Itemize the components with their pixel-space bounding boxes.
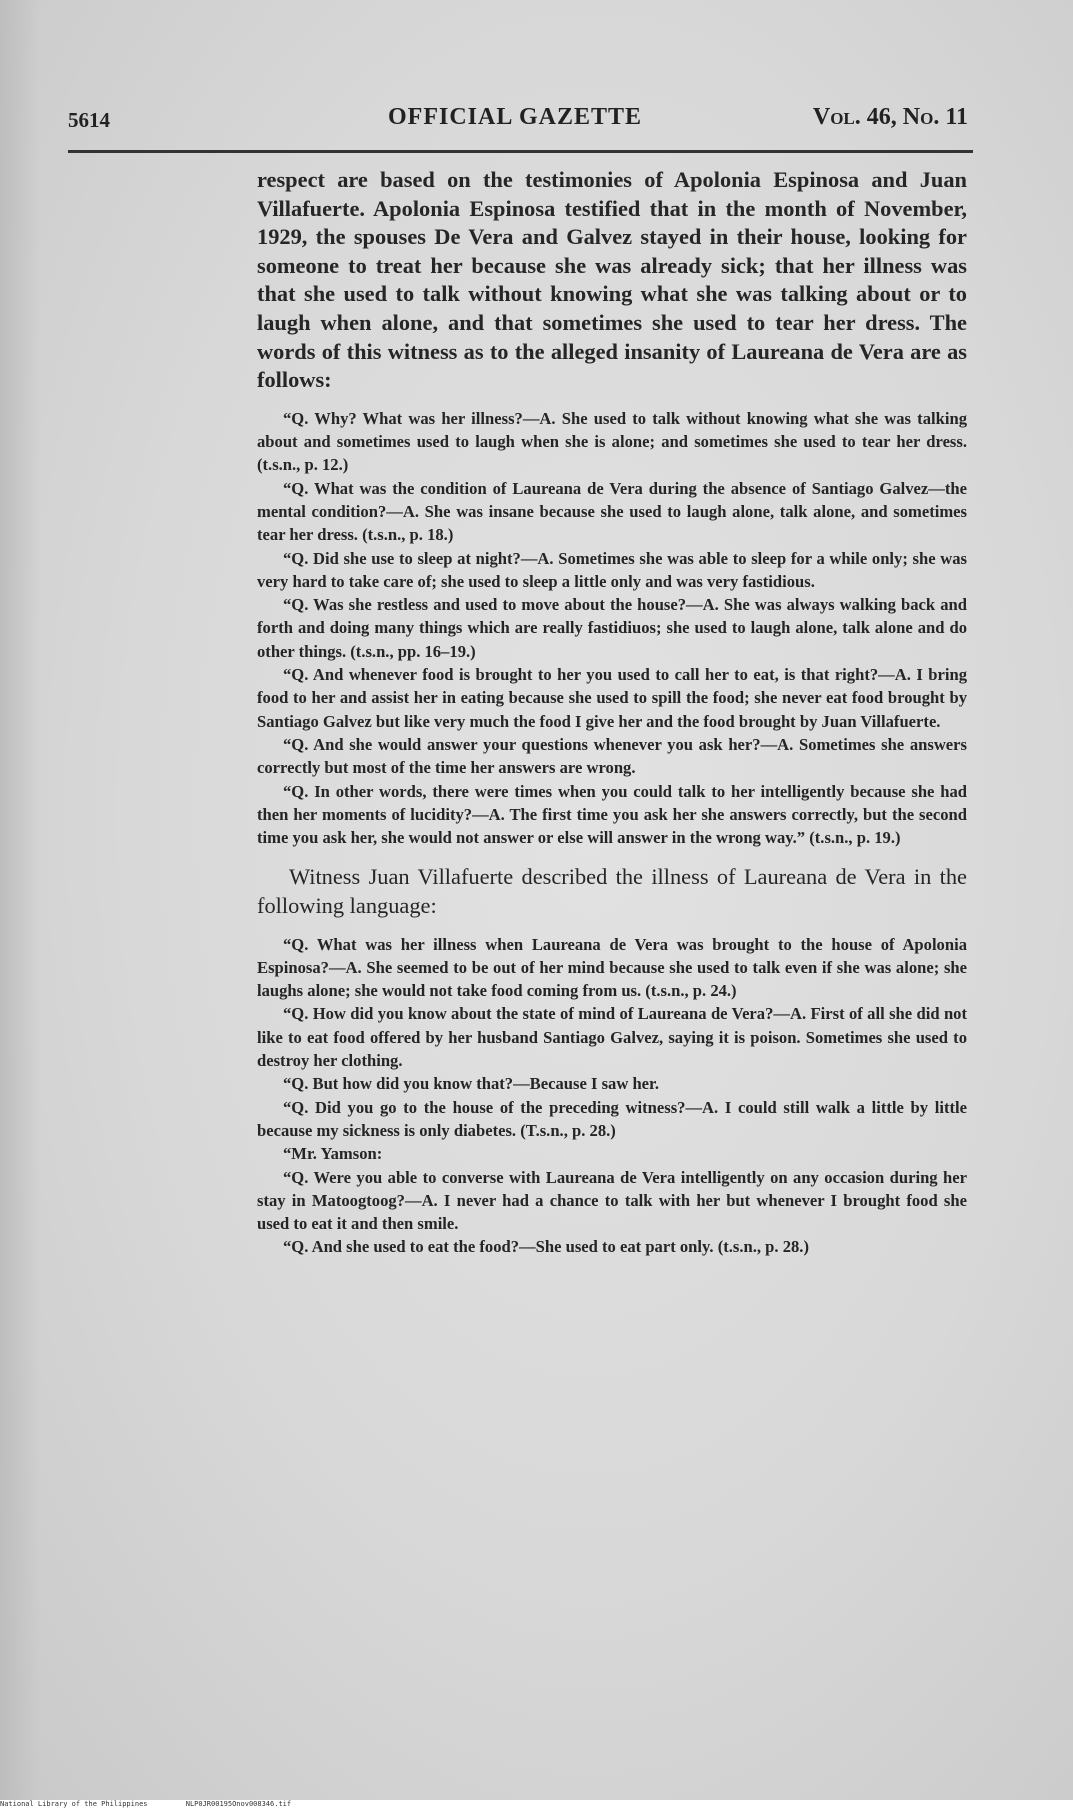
testimony-item: “Q. But how did you know that?—Because I saw her. [283, 1074, 660, 1094]
speaker-label: “Mr. Yamson: [283, 1144, 383, 1164]
volume-number: Vol. 46, No. 11 [812, 104, 968, 130]
villafuerte-testimony [257, 933, 967, 1259]
middle-paragraph: Witness Juan Villafuerte described the illness of Laureana de Vera in the following language: [257, 864, 967, 918]
library-credit: National Library of the Philippines [0, 1800, 148, 1808]
testimony-item: “Q. In other words, there were times when you could talk to her intelligently because she had then her moments of lucidity?—A. The first time you ask her she answers correctly, but the second time you ask her, she would not answer or else will answer in the wrong way.” (t.s.n., p. 19.) [257, 781, 967, 848]
scan-footer [0, 1800, 1073, 1808]
testimony-item: “Q. Did you go to the house of the preceding witness?—A. I could still walk a little by little because my sickness is only diabetes. (T.s.n., p. 28.) [257, 1097, 967, 1140]
testimony-item: “Q. Were you able to converse with Laureana de Vera intelligently on any occasion during her stay in Matoogtoog?—A. I never had a chance to talk with her but whenever I brought food she used to eat it and then smile. [257, 1167, 967, 1234]
testimony-item: “Q. How did you know about the state of mind of Laureana de Vera?—A. First of all she did not like to eat food offered by her husband Santiago Galvez, saying it is poison. Sometimes she used to destroy her clothing. [257, 1004, 967, 1071]
page-number: 5614 [68, 108, 110, 132]
testimony-item: “Q. What was the condition of Laureana de Vera during the absence of Santiago Galvez—the mental condition?—A. She was insane because she used to laugh alone, talk alone, and sometimes tear her dress. (t.s.n., p. 18.) [257, 478, 967, 545]
testimony-item: “Q. What was her illness when Laureana de Vera was brought to the house of Apolonia Espinosa?—A. She seemed to be out of her mind because she used to talk even if she was alone; she laughs alone; she would not take food coming from us. (t.s.n., p. 24.) [257, 934, 967, 1001]
scan-filename: NLP0JR00195Onov008346.tif [185, 1800, 292, 1808]
page-edge-shadow [0, 0, 40, 1800]
testimony-item: “Q. Did she use to sleep at night?—A. Sometimes she was able to sleep for a while only; she was very hard to take care of; she used to sleep a little only and was very fastidious. [257, 548, 967, 591]
testimony-item: “Q. Was she restless and used to move about the house?—A. She was always walking back and forth and doing many things which are really fastidiuos; she used to laugh alone, talk alone and do other things. (t.s.n., pp. 16–19.) [257, 595, 967, 661]
lead-paragraph: respect are based on the testimonies of Apolonia Espinosa and Juan Villafuerte. Apolonia Espinosa testified that in the month of November, 1929, the spouses De Vera and Galvez stayed in their house, looking for someone to treat her because she was already sick; that her illness was that she used to talk without knowing what she was talking about or to laugh when alone, and that sometimes she used to tear her dress. The words of this witness as to the alleged insanity of Laureana de Vera are as follows: [257, 167, 967, 393]
espinosa-testimony [257, 407, 967, 850]
testimony-item: “Q. And she would answer your questions whenever you ask her?—A. Sometimes she answers correctly but most of the time her answers are wrong. [257, 734, 967, 778]
publication-title: OFFICIAL GAZETTE [388, 104, 643, 130]
testimony-item: “Q. And whenever food is brought to her you used to call her to eat, is that right?—A. I bring food to her and assist her in eating because she used to spill the food; she never eat food brought by Santiago Galvez but like very much the food I give her and the food brought by Juan Villafuerte. [257, 665, 967, 731]
running-header [68, 104, 968, 138]
body-text [257, 166, 967, 1259]
header-rule [68, 150, 973, 153]
testimony-item: “Q. And she used to eat the food?—She used to eat part only. (t.s.n., p. 28.) [283, 1237, 809, 1257]
testimony-item: “Q. Why? What was her illness?—A. She used to talk without knowing what she was talking about and sometimes used to laugh when she is alone; and sometimes she used to tear her dress. (t.s.n., p. 12.) [257, 408, 967, 475]
